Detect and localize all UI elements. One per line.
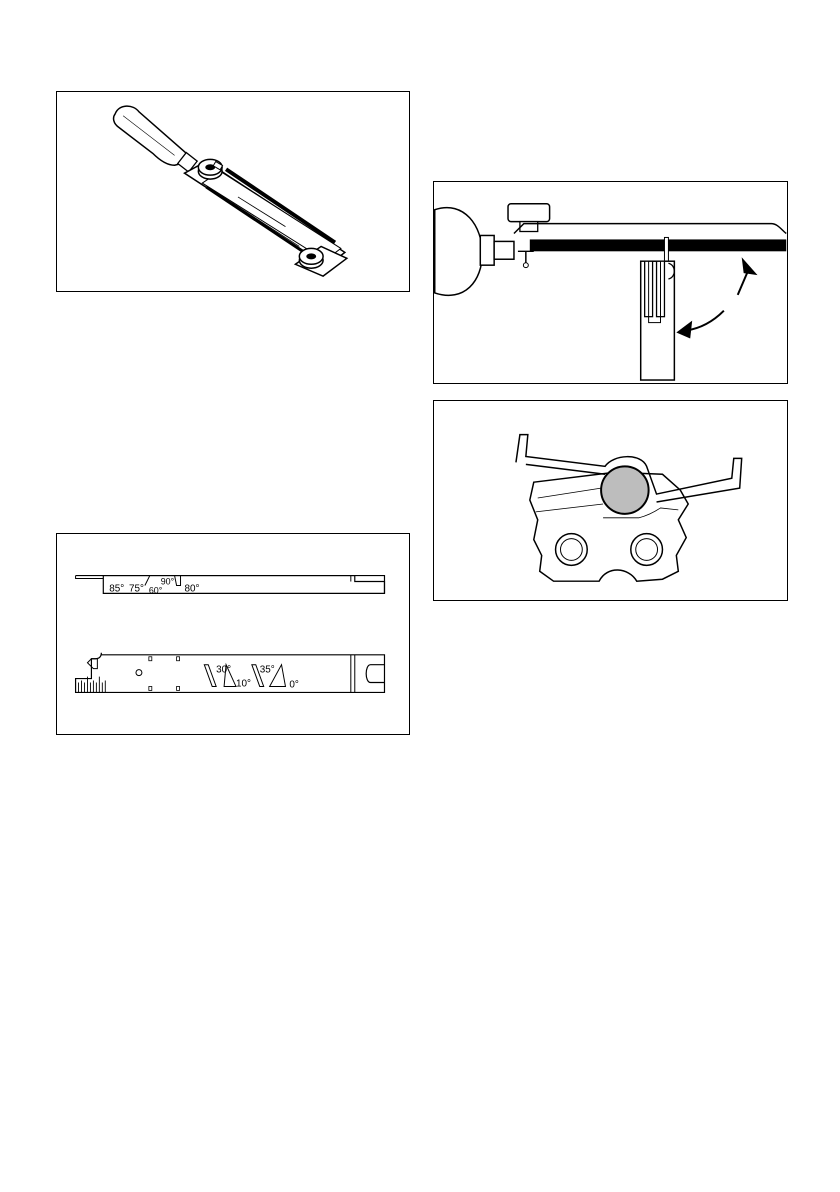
angle-60-label: 60° — [148, 585, 163, 596]
round-file — [601, 466, 649, 514]
angle-85-label: 85° — [109, 583, 125, 595]
angle-75-label: 75° — [129, 583, 145, 595]
knob-rear-icon — [299, 248, 323, 268]
depth-gauge-on-bar-illustration — [433, 181, 788, 384]
angle-35-label: 35° — [259, 664, 275, 676]
cutter-drawing — [434, 401, 787, 600]
depth-gauge-drawing — [434, 182, 787, 383]
gauge-bar — [530, 239, 786, 251]
gauge-top — [76, 576, 385, 596]
file-on-cutter-illustration — [433, 400, 788, 601]
angle-90-label: 90° — [160, 576, 175, 587]
angle-80-label: 80° — [184, 583, 200, 595]
knob-icon — [508, 204, 550, 222]
angle-0-label: 0° — [289, 679, 299, 691]
angle-10-label: 10° — [235, 678, 251, 690]
angle-30-label: 30° — [216, 664, 232, 676]
file-holder-illustration — [56, 91, 410, 292]
handle — [435, 208, 483, 296]
file-holder-drawing — [57, 92, 409, 291]
handle — [114, 106, 189, 165]
arrow-up-icon — [738, 257, 758, 295]
arrow-curved-icon — [676, 311, 724, 339]
angle-gauge-illustration — [56, 533, 410, 735]
gauge-bottom — [76, 653, 385, 693]
angle-gauge-drawing — [57, 534, 409, 734]
